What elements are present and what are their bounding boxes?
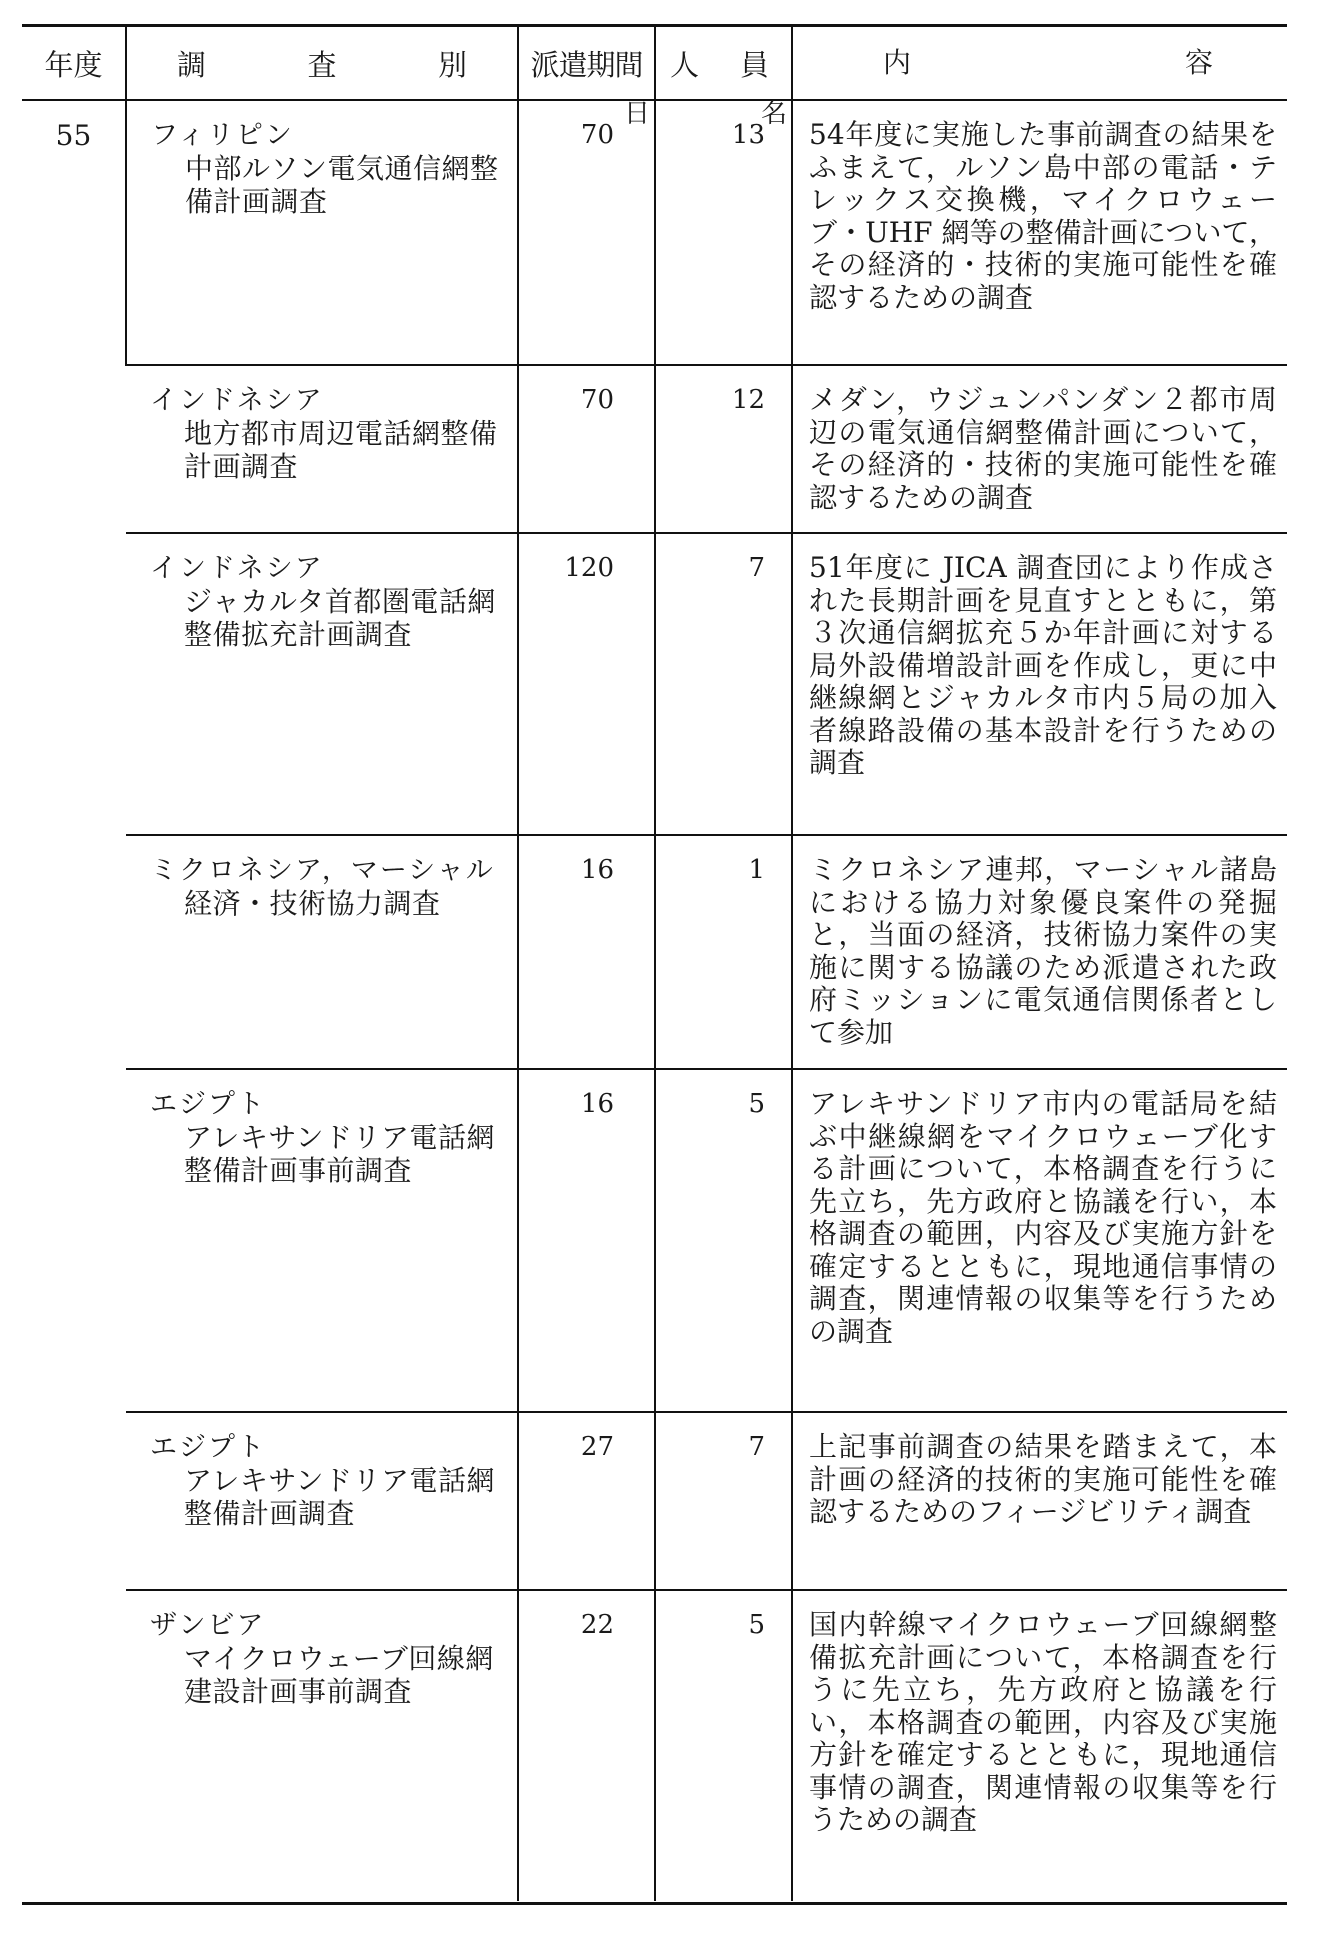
survey-title-cell	[126, 533, 518, 835]
survey-title-cell	[126, 1590, 518, 1901]
header-title-char-1: 調	[177, 47, 207, 82]
personnel-cell	[655, 1412, 792, 1590]
country-name: フィリピン	[151, 120, 294, 151]
project-name: 経済・技術協力調査	[184, 887, 441, 920]
country-name: インドネシア	[150, 553, 324, 584]
country-name: インドネシア	[150, 385, 324, 416]
personnel-cell	[655, 365, 792, 533]
people-unit: 名	[760, 99, 787, 129]
survey-title-cell	[126, 100, 518, 365]
dispatch-days-cell	[518, 835, 655, 1069]
content-text: メダン，ウジュンパンダン２都市周辺の電気通信網整備計画について，その経済的・技術的実施可能性を確認するための調査	[809, 383, 1277, 514]
header-people	[655, 26, 792, 101]
header-content-char-1: 内	[883, 45, 912, 79]
table-row	[22, 1069, 1287, 1412]
personnel-count: 5	[748, 1089, 765, 1119]
dispatch-days-cell	[518, 1590, 655, 1901]
table-row	[22, 835, 1287, 1069]
fiscal-year: 55	[55, 119, 92, 152]
personnel-cell	[655, 533, 792, 835]
dispatch-days: 70	[580, 120, 614, 150]
header-content	[792, 26, 1287, 101]
project-name: アレキサンドリア電話網整備計画調査	[184, 1464, 495, 1530]
content-text: 54年度に実施した事前調査の結果をふまえて，ルソン島中部の電話・テレックス交換機，マイクロウェーブ・UHF 網等の整備計画について，その経済的・技術的実施可能性を確認するための調査	[809, 118, 1277, 314]
content-cell	[792, 1590, 1287, 1901]
personnel-count: 7	[748, 1432, 765, 1462]
country-name: エジプト	[150, 1432, 266, 1463]
dispatch-days: 70	[580, 385, 614, 415]
header-people-char-1: 人	[670, 47, 700, 82]
header-year	[22, 26, 126, 101]
personnel-count: 7	[748, 553, 765, 583]
dispatch-days: 27	[580, 1432, 614, 1462]
table-row	[22, 1590, 1287, 1901]
personnel-cell	[655, 835, 792, 1069]
personnel-count: 1	[748, 855, 765, 885]
fiscal-year-cell	[22, 100, 126, 1901]
survey-title-cell	[126, 1069, 518, 1412]
country-name: ザンビア	[150, 1610, 266, 1641]
content-text: アレキサンドリア市内の電話局を結ぶ中継線網をマイクロウェーブ化する計画について，本格調査を行うに先立ち，先方政府と協議を行い，本格調査の範囲，内容及び実施方針を確定するとともに，現地通信事情の調査，関連情報の収集等を行うための調査	[809, 1087, 1277, 1348]
content-cell	[792, 100, 1287, 365]
dispatch-days-cell	[518, 1412, 655, 1590]
table-row	[22, 1412, 1287, 1590]
project-name: アレキサンドリア電話網整備計画事前調査	[184, 1121, 495, 1187]
header-content-char-2: 容	[1184, 45, 1213, 79]
dispatch-days-cell	[518, 365, 655, 533]
dispatch-days: 120	[564, 553, 614, 583]
project-name: マイクロウェーブ回線網建設計画事前調査	[184, 1642, 494, 1708]
survey-table	[22, 24, 1287, 1901]
content-text: 51年度に JICA 調査団により作成された長期計画を見直すとともに，第３次通信網拡充５か年計画に対する局外設備増設計画を作成し，更に中継線網とジャカルタ市内５局の加入者線路設備の基本設計を行うための調査	[809, 551, 1277, 779]
survey-title-cell	[126, 365, 518, 533]
country-name: エジプト	[150, 1089, 266, 1120]
dispatch-days: 16	[580, 855, 614, 885]
personnel-cell	[655, 1069, 792, 1412]
project-name: ジャカルタ首都圏電話網整備拡充計画調査	[184, 585, 496, 651]
content-text: 国内幹線マイクロウェーブ回線網整備拡充計画について，本格調査を行うに先立ち，先方政府と協議を行い，本格調査の範囲，内容及び実施方針を確定するとともに，現地通信事情の調査，関連情報の収集等を行うための調査	[809, 1608, 1277, 1836]
header-days-label: 派遣期間	[530, 47, 643, 82]
survey-title-cell	[126, 835, 518, 1069]
table-row	[22, 365, 1287, 533]
content-cell	[792, 1069, 1287, 1412]
personnel-cell	[655, 1590, 792, 1901]
survey-page	[22, 24, 1287, 1924]
personnel-cell	[655, 100, 792, 365]
header-year-char-1: 年	[44, 47, 74, 82]
country-name: ミクロネシア，マーシャル	[150, 855, 495, 886]
header-title-char-3: 別	[437, 47, 467, 82]
content-cell	[792, 533, 1287, 835]
header-title	[126, 26, 518, 101]
dispatch-days-cell	[518, 533, 655, 835]
header-year-char-2: 度	[73, 47, 103, 82]
table-bottom-rule	[22, 1902, 1287, 1905]
content-cell	[792, 835, 1287, 1069]
content-text: ミクロネシア連邦，マーシャル諸島における協力対象優良案件の発掘と，当面の経済，技術協力案件の実施に関する協議のため派遣された政府ミッションに電気通信関係者として参加	[809, 853, 1277, 1049]
personnel-count: 13	[731, 120, 765, 150]
header-days	[518, 26, 655, 101]
content-text: 上記事前調査の結果を踏まえて，本計画の経済的技術的実施可能性を確認するためのフィージビリティ調査	[809, 1430, 1277, 1528]
days-unit: 日	[623, 99, 650, 129]
project-name: 地方都市周辺電話網整備計画調査	[184, 417, 498, 483]
header-people-char-2: 員	[739, 47, 769, 82]
header-title-char-2: 査	[307, 47, 337, 82]
project-name: 中部ルソン電気通信網整備計画調査	[185, 152, 499, 218]
header-row	[22, 26, 1287, 101]
table-row	[22, 533, 1287, 835]
survey-title-cell	[126, 1412, 518, 1590]
personnel-count: 5	[748, 1610, 765, 1640]
dispatch-days-cell	[518, 1069, 655, 1412]
content-cell	[792, 365, 1287, 533]
dispatch-days-cell	[518, 100, 655, 365]
table-row	[22, 100, 1287, 365]
personnel-count: 12	[731, 385, 765, 415]
dispatch-days: 16	[580, 1089, 614, 1119]
dispatch-days: 22	[580, 1610, 614, 1640]
content-cell	[792, 1412, 1287, 1590]
